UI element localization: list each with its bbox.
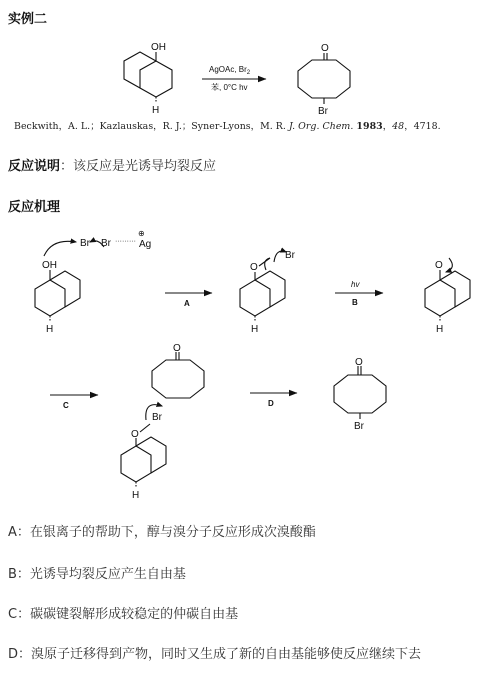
reactant-decalin [124,52,172,103]
mech-o2-label: O [250,262,258,273]
mech-dots: ········· [115,238,136,245]
mech-br4-label: Br [152,412,162,423]
arrow-a-label: A [184,299,190,308]
mech-radical-ring-structure [146,352,204,420]
mech-h4-label: H [132,490,140,501]
step-d-text: D：溴原子迁移得到产物，同时又生成了新的自由基能够使反应继续下去 [8,647,422,662]
mech-alcohol-structure [35,241,104,322]
arrow-c-label: C [63,401,69,410]
citation-authors: Beckwith，A. L.；Kazlauskas，R. J.；Syner-Lyons，M. R. [14,121,286,132]
mech-h1-label: H [46,324,54,335]
citation-journal: J. Org. Chem. [288,121,354,132]
mech-plus-sign: ⊕ [138,229,145,238]
description-line [8,155,216,174]
mech-br1-label: Br [80,238,90,249]
mech-o5-label: O [131,429,139,440]
citation-pages: 4718. [413,121,441,132]
mech-alkoxy-radical-structure [425,258,470,322]
example-title: 实例二 [8,12,48,27]
step-c-text: C：碳碳键裂解形成较稳定的仲碳自由基 [8,607,239,622]
reactant-oh-label: OH [151,42,166,53]
mech-product-structure [334,366,386,419]
mech-br3-label: Br [285,250,295,261]
mech-o4-label: O [173,343,181,354]
mech-br5-label: Br [354,421,364,432]
step-b-text: B：光诱导均裂反应产生自由基 [8,567,186,582]
product-o-label: O [321,43,329,54]
arrow-hv-label: hv [351,280,360,289]
arrow-b-label: B [352,298,358,307]
mechanism-title: 反应机理 [8,200,61,215]
mech-h3-label: H [436,324,444,335]
arrow-d-label: D [268,399,274,408]
reagents-bottom-label: 苯, 0°C hv [211,83,248,92]
step-a-text: A：在银离子的帮助下，醇与溴分子反应形成次溴酸酯 [8,525,316,540]
mech-oh-label: OH [42,260,57,271]
citation: Beckwith，A. L.；Kazlauskas，R. J.；Syner-Lyons，M. R. J. Org. Chem. 1983，48，4718. [14,121,441,132]
reactant-h-label: H [152,105,160,116]
citation-volume: 48 [392,121,405,132]
product-br-label: Br [318,106,328,117]
mech-o3-label: O [435,260,443,271]
mech-hypobromite-structure [240,251,286,322]
product-cyclodecanone [298,53,350,104]
mech-ag-label: Ag [139,239,152,250]
mech-br2-label: Br [101,238,111,249]
mech-o6-label: O [355,357,363,368]
description-text: ：该反应是光诱导均裂反应 [60,159,217,174]
mech-h2-label: H [251,324,259,335]
citation-year: 1983 [356,121,383,132]
reagents-top-label: AgOAc, $Br_2$ [209,65,251,76]
description-label: 反应说明 [8,159,61,174]
